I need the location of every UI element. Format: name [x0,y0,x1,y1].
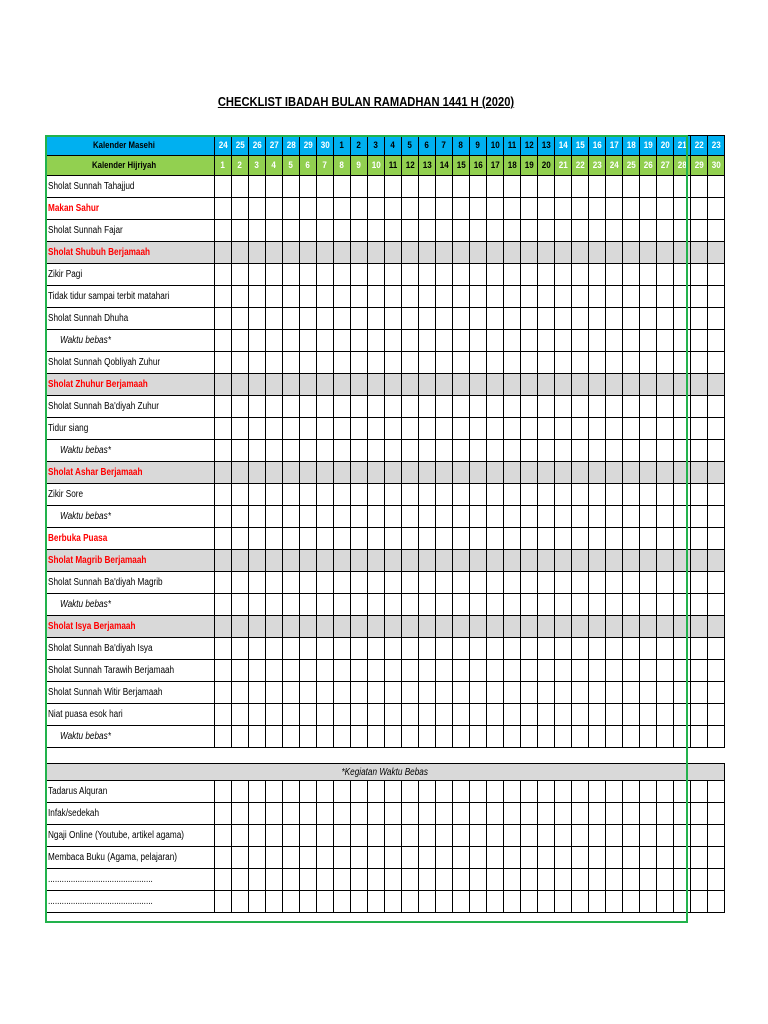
activity-label-text: Sholat Sunnah Dhuha [48,313,129,324]
checkbox-cell[interactable] [707,242,724,264]
checkbox-cell[interactable] [707,869,724,891]
free-activity-label-text: Membaca Buku (Agama, pelajaran) [48,852,177,863]
checkbox-cell[interactable] [690,286,707,308]
checkbox-cell[interactable] [707,308,724,330]
activity-label-text: Waktu bebas* [60,599,111,610]
hijriyah-day: 13 [422,160,432,171]
checkbox-cell[interactable] [707,198,724,220]
masehi-day-cell [707,136,724,156]
masehi-day: 12 [524,140,534,151]
activity-label-text: Zikir Sore [48,489,84,500]
hijriyah-day: 23 [592,160,602,171]
checkbox-cell[interactable] [707,220,724,242]
checkbox-cell[interactable] [707,286,724,308]
masehi-day: 13 [541,140,551,151]
hijriyah-day-cell [707,156,724,176]
hijriyah-day: 16 [473,160,483,171]
hijriyah-day: 7 [322,160,328,171]
hijriyah-day: 25 [626,160,636,171]
checkbox-cell[interactable] [690,572,707,594]
checkbox-cell[interactable] [707,396,724,418]
masehi-day: 18 [626,140,636,151]
checkbox-cell[interactable] [690,550,707,572]
hijriyah-day: 30 [711,160,721,171]
checkbox-cell[interactable] [707,550,724,572]
checkbox-cell[interactable] [690,869,707,891]
masehi-day: 15 [575,140,585,151]
checkbox-cell[interactable] [707,638,724,660]
masehi-day: 23 [711,140,721,151]
checkbox-cell[interactable] [707,440,724,462]
checkbox-cell[interactable] [707,891,724,913]
activity-label-text: Waktu bebas* [60,511,111,522]
hijriyah-day: 17 [490,160,500,171]
hijriyah-day: 3 [254,160,260,171]
free-activity-label-text: Tadarus Alquran [48,786,108,797]
masehi-day: 5 [407,140,413,151]
hijriyah-day: 29 [694,160,704,171]
activity-label-text: Sholat Sunnah Ba'diyah Zuhur [48,401,159,412]
checkbox-cell[interactable] [707,352,724,374]
checkbox-cell[interactable] [707,506,724,528]
checkbox-cell[interactable] [707,264,724,286]
checkbox-cell[interactable] [690,330,707,352]
masehi-day: 22 [694,140,704,151]
checkbox-cell[interactable] [690,506,707,528]
masehi-day: 19 [643,140,653,151]
checkbox-cell[interactable] [690,847,707,869]
activity-label-text: Makan Sahur [48,203,100,214]
activity-label-text: Sholat Ashar Berjamaah [48,467,143,478]
activity-label-text: Tidak tidur sampai terbit matahari [48,291,170,302]
checkbox-cell[interactable] [690,440,707,462]
free-time-note-text: *Kegiatan Waktu Bebas [341,766,429,778]
checkbox-cell[interactable] [707,572,724,594]
activity-label-text: Niat puasa esok hari [48,709,123,720]
masehi-day: 9 [475,140,481,151]
checkbox-cell[interactable] [690,198,707,220]
masehi-day: 11 [507,140,517,151]
hijriyah-day: 12 [405,160,415,171]
hijriyah-day: 24 [609,160,619,171]
hijriyah-day: 15 [456,160,466,171]
hijriyah-day: 8 [339,160,345,171]
checkbox-cell[interactable] [690,374,707,396]
masehi-day: 8 [458,140,464,151]
hijriyah-day: 2 [237,160,243,171]
free-activity-label-text: .............................................. [48,896,153,907]
checkbox-cell[interactable] [707,660,724,682]
checkbox-cell[interactable] [690,726,707,748]
activity-label-text: Waktu bebas* [60,445,111,456]
masehi-day: 20 [660,140,670,151]
checkbox-cell[interactable] [690,462,707,484]
checkbox-cell[interactable] [707,847,724,869]
checkbox-cell[interactable] [707,616,724,638]
hijriyah-day: 19 [524,160,534,171]
masehi-day: 16 [592,140,602,151]
checkbox-cell[interactable] [690,308,707,330]
checkbox-cell[interactable] [707,704,724,726]
hijriyah-label-text: Kalender Hijriyah [91,160,156,171]
hijriyah-day: 1 [220,160,226,171]
checkbox-cell[interactable] [707,825,724,847]
hijriyah-day: 20 [541,160,551,171]
masehi-day: 27 [269,140,279,151]
activity-label-text: Sholat Sunnah Tahajjud [48,181,135,192]
page-title: CHECKLIST IBADAH BULAN RAMADHAN 1441 H (2020) [217,94,515,109]
activity-label-text: Sholat Magrib Berjamaah [48,555,147,566]
checkbox-cell[interactable] [707,594,724,616]
masehi-day: 17 [609,140,619,151]
activity-label-text: Sholat Sunnah Tarawih Berjamaah [48,665,175,676]
hijriyah-day: 10 [371,160,381,171]
checkbox-cell[interactable] [690,528,707,550]
checkbox-cell[interactable] [690,242,707,264]
checkbox-cell[interactable] [690,594,707,616]
activity-label-text: Sholat Shubuh Berjamaah [48,247,151,258]
hijriyah-day: 9 [356,160,362,171]
activity-label-text: Sholat Isya Berjamaah [48,621,136,632]
hijriyah-day: 18 [507,160,517,171]
checkbox-cell[interactable] [690,781,707,803]
hijriyah-day: 14 [439,160,449,171]
checkbox-cell[interactable] [707,176,724,198]
masehi-day: 2 [356,140,362,151]
masehi-day: 10 [490,140,500,151]
hijriyah-day: 4 [271,160,277,171]
checkbox-cell[interactable] [690,176,707,198]
masehi-day: 21 [677,140,687,151]
checkbox-cell[interactable] [690,220,707,242]
activity-label-text: Sholat Sunnah Ba'diyah Magrib [48,577,163,588]
checkbox-cell[interactable] [707,462,724,484]
masehi-day: 4 [390,140,396,151]
hijriyah-day: 11 [388,160,398,171]
checkbox-cell[interactable] [690,396,707,418]
masehi-day: 26 [252,140,262,151]
checkbox-cell[interactable] [707,484,724,506]
table-border [45,135,688,923]
activity-label-text: Berbuka Puasa [48,533,108,544]
free-activity-label-text: Infak/sedekah [48,808,100,819]
checkbox-cell[interactable] [707,781,724,803]
checkbox-cell[interactable] [690,704,707,726]
masehi-day: 28 [286,140,296,151]
masehi-day: 30 [320,140,330,151]
masehi-day: 7 [441,140,447,151]
checkbox-cell[interactable] [707,803,724,825]
masehi-day: 25 [235,140,245,151]
hijriyah-day: 22 [575,160,585,171]
hijriyah-day-cell [690,156,707,176]
checkbox-cell[interactable] [690,803,707,825]
activity-label-text: Waktu bebas* [60,335,111,346]
hijriyah-day: 6 [305,160,311,171]
hijriyah-day: 21 [558,160,568,171]
checkbox-cell[interactable] [707,682,724,704]
checkbox-cell[interactable] [690,616,707,638]
checkbox-cell[interactable] [707,528,724,550]
hijriyah-day: 5 [288,160,294,171]
free-activity-label-text: .............................................. [48,874,153,885]
activity-label-text: Zikir Pagi [48,269,83,280]
activity-label-text: Sholat Sunnah Witir Berjamaah [48,687,163,698]
masehi-day: 14 [558,140,568,151]
masehi-day: 24 [218,140,228,151]
masehi-day: 6 [424,140,430,151]
checkbox-cell[interactable] [707,726,724,748]
activity-label-text: Tidur siang [48,423,89,434]
hijriyah-day: 27 [660,160,670,171]
masehi-day-cell [690,136,707,156]
masehi-label-text: Kalender Masehi [93,140,156,151]
checkbox-cell[interactable] [690,418,707,440]
checkbox-cell[interactable] [690,891,707,913]
activity-label-text: Sholat Zhuhur Berjamaah [48,379,148,390]
activity-label-text: Sholat Sunnah Qobliyah Zuhur [48,357,161,368]
checkbox-cell[interactable] [690,484,707,506]
checkbox-cell[interactable] [690,264,707,286]
hijriyah-day: 26 [643,160,653,171]
checkbox-cell[interactable] [690,352,707,374]
masehi-day: 29 [303,140,313,151]
activity-label-text: Sholat Sunnah Ba'diyah Isya [48,643,153,654]
activity-label-text: Sholat Sunnah Fajar [48,225,123,236]
checkbox-cell[interactable] [707,374,724,396]
checkbox-cell[interactable] [707,330,724,352]
checkbox-cell[interactable] [690,660,707,682]
checkbox-cell[interactable] [690,682,707,704]
masehi-day: 3 [373,140,379,151]
activity-label-text: Waktu bebas* [60,731,111,742]
checkbox-cell[interactable] [707,418,724,440]
checkbox-cell[interactable] [690,638,707,660]
free-activity-label-text: Ngaji Online (Youtube, artikel agama) [48,830,184,841]
checkbox-cell[interactable] [690,825,707,847]
masehi-day: 1 [339,140,345,151]
hijriyah-day: 28 [677,160,687,171]
